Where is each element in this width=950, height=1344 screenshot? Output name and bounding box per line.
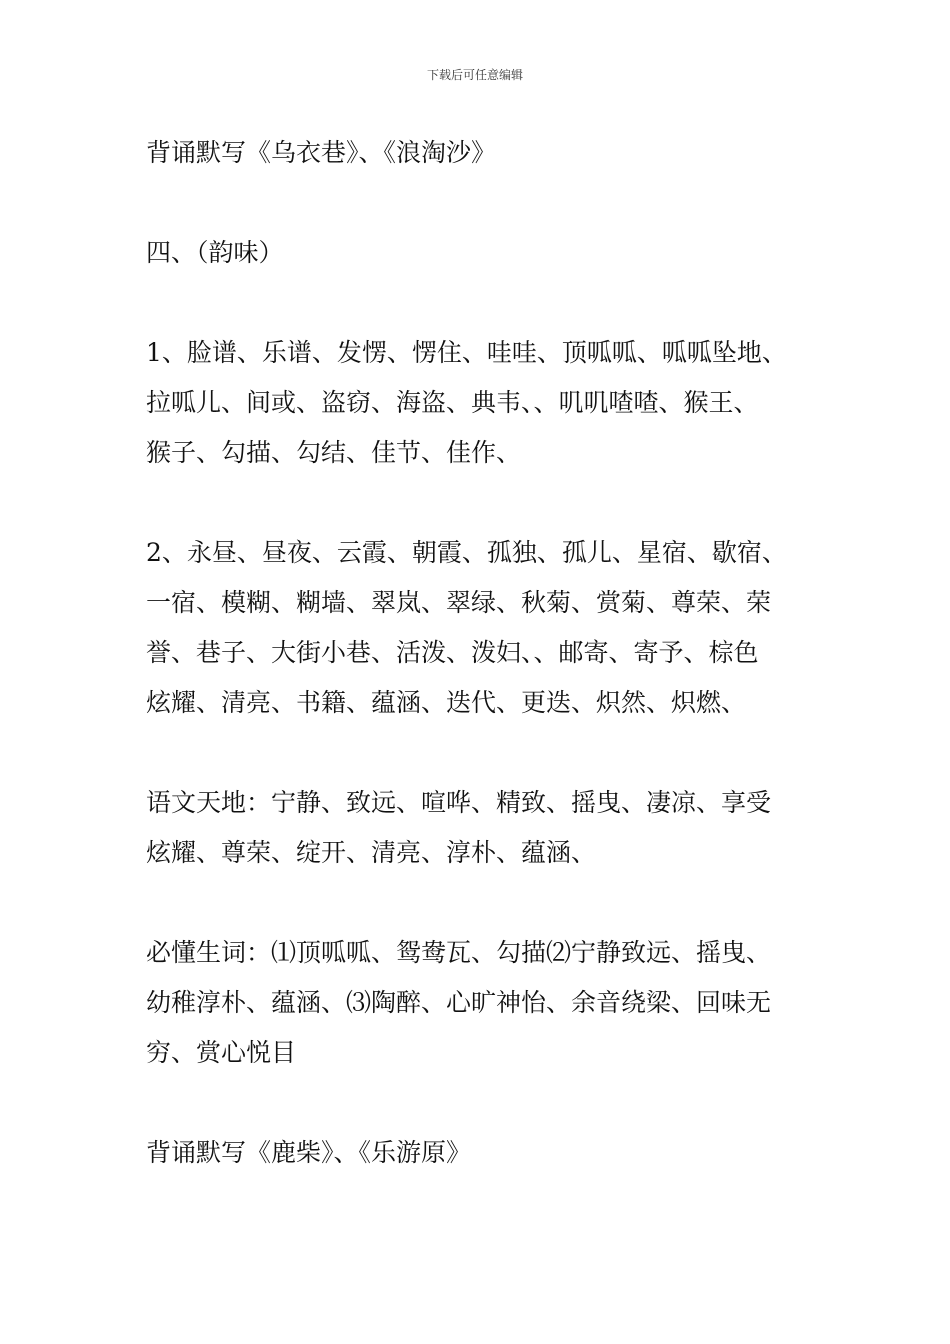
text-line: 猴子、勾描、勾结、佳节、佳作、 — [146, 438, 522, 467]
paragraph-recite-1 — [146, 128, 816, 178]
text-line: 1、脸谱、乐谱、发愣、愣住、哇哇、顶呱呱、呱呱坠地、 — [146, 338, 787, 367]
text-line: 背诵默写《乌衣巷》、《浪淘沙》 — [146, 138, 497, 167]
paragraph-vocab-2 — [146, 528, 816, 728]
text-line: 炫耀、清亮、书籍、蕴涵、迭代、更迭、炽然、炽燃、 — [146, 688, 747, 717]
paragraph-section-heading — [146, 228, 816, 278]
text-line: 背诵默写《鹿柴》、《乐游原》 — [146, 1138, 472, 1167]
text-line: 一宿、模糊、糊墙、翠岚、翠绿、秋菊、赏菊、尊荣、荣 — [146, 588, 772, 617]
text-line: 誉、巷子、大街小巷、活泼、泼妇、、邮寄、寄予、棕色 — [146, 638, 759, 667]
document-body — [146, 128, 816, 1228]
section-heading: 四、（韵味） — [146, 238, 284, 267]
text-line: 2、永昼、昼夜、云霞、朝霞、孤独、孤儿、星宿、歇宿、 — [146, 538, 787, 567]
text-line: 拉呱儿、间或、盗窃、海盗、典韦、、叽叽喳喳、猴王、 — [146, 388, 759, 417]
text-line: 语文天地：宁静、致远、喧哗、精致、摇曳、凄凉、享受 — [146, 788, 772, 817]
text-line: 穷、赏心悦目 — [146, 1038, 297, 1067]
paragraph-must-know-words — [146, 928, 816, 1078]
paragraph-recite-2 — [146, 1128, 816, 1178]
text-line: 必懂生词：⑴顶呱呱、鸳鸯瓦、勾描⑵宁静致远、摇曳、 — [146, 938, 772, 967]
paragraph-vocab-1 — [146, 328, 816, 478]
text-line: 幼稚淳朴、蕴涵、⑶陶醉、心旷神怡、余音绕梁、回味无 — [146, 988, 772, 1017]
text-line: 炫耀、尊荣、绽开、清亮、淳朴、蕴涵、 — [146, 838, 597, 867]
paragraph-yuwen-tiandi — [146, 778, 816, 878]
page-header-note: 下载后可任意编辑 — [426, 68, 523, 82]
